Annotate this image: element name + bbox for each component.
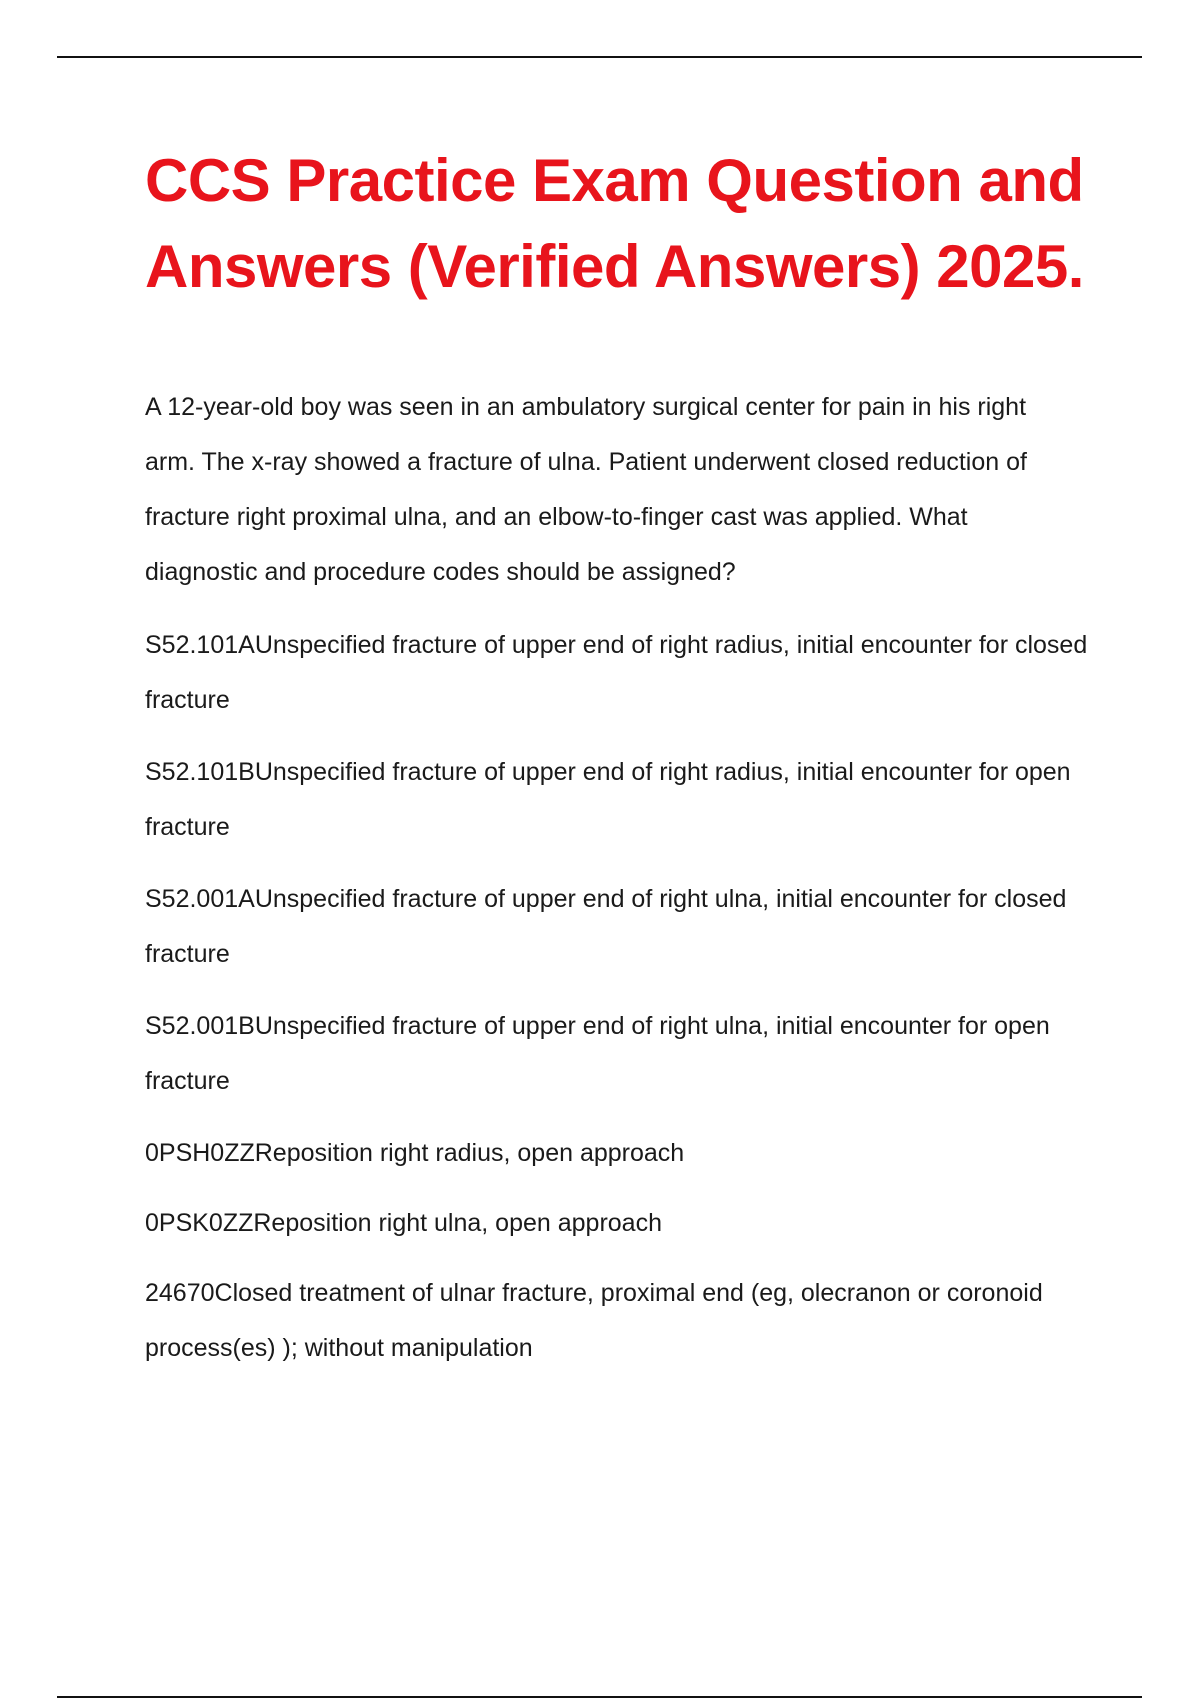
question-text: A 12-year-old boy was seen in an ambulatory surgical center for pain in his right arm. The x-ray showed a fracture of ulna. Patient underwent closed reduction of fracture right proximal ulna, and an elbow-to-finger cast was applied. What diagnostic and procedure codes should be assigned? — [145, 393, 1027, 586]
answer-option: 0PSH0ZZReposition right radius, open approach — [145, 1139, 685, 1167]
bottom-divider — [57, 1696, 1142, 1698]
answer-option: S52.001BUnspecified fracture of upper end of right ulna, initial encounter for open fracture — [145, 1012, 1050, 1095]
document-title: CCS Practice Exam Question and Answers (Verified Answers) 2025. — [145, 147, 1084, 300]
answer-option: 0PSK0ZZReposition right ulna, open approach — [145, 1209, 662, 1237]
document-body — [145, 138, 1105, 1393]
answer-option: S52.001AUnspecified fracture of upper end of right ulna, initial encounter for closed fracture — [145, 885, 1067, 968]
answer-option: S52.101AUnspecified fracture of upper end of right radius, initial encounter for closed fracture — [145, 631, 1088, 714]
answer-options-list — [145, 618, 1105, 1376]
answer-option: S52.101BUnspecified fracture of upper end of right radius, initial encounter for open fracture — [145, 758, 1071, 841]
top-divider — [57, 56, 1142, 58]
answer-option: 24670Closed treatment of ulnar fracture, proximal end (eg, olecranon or coronoid process(es) ); without manipulation — [145, 1279, 1043, 1362]
